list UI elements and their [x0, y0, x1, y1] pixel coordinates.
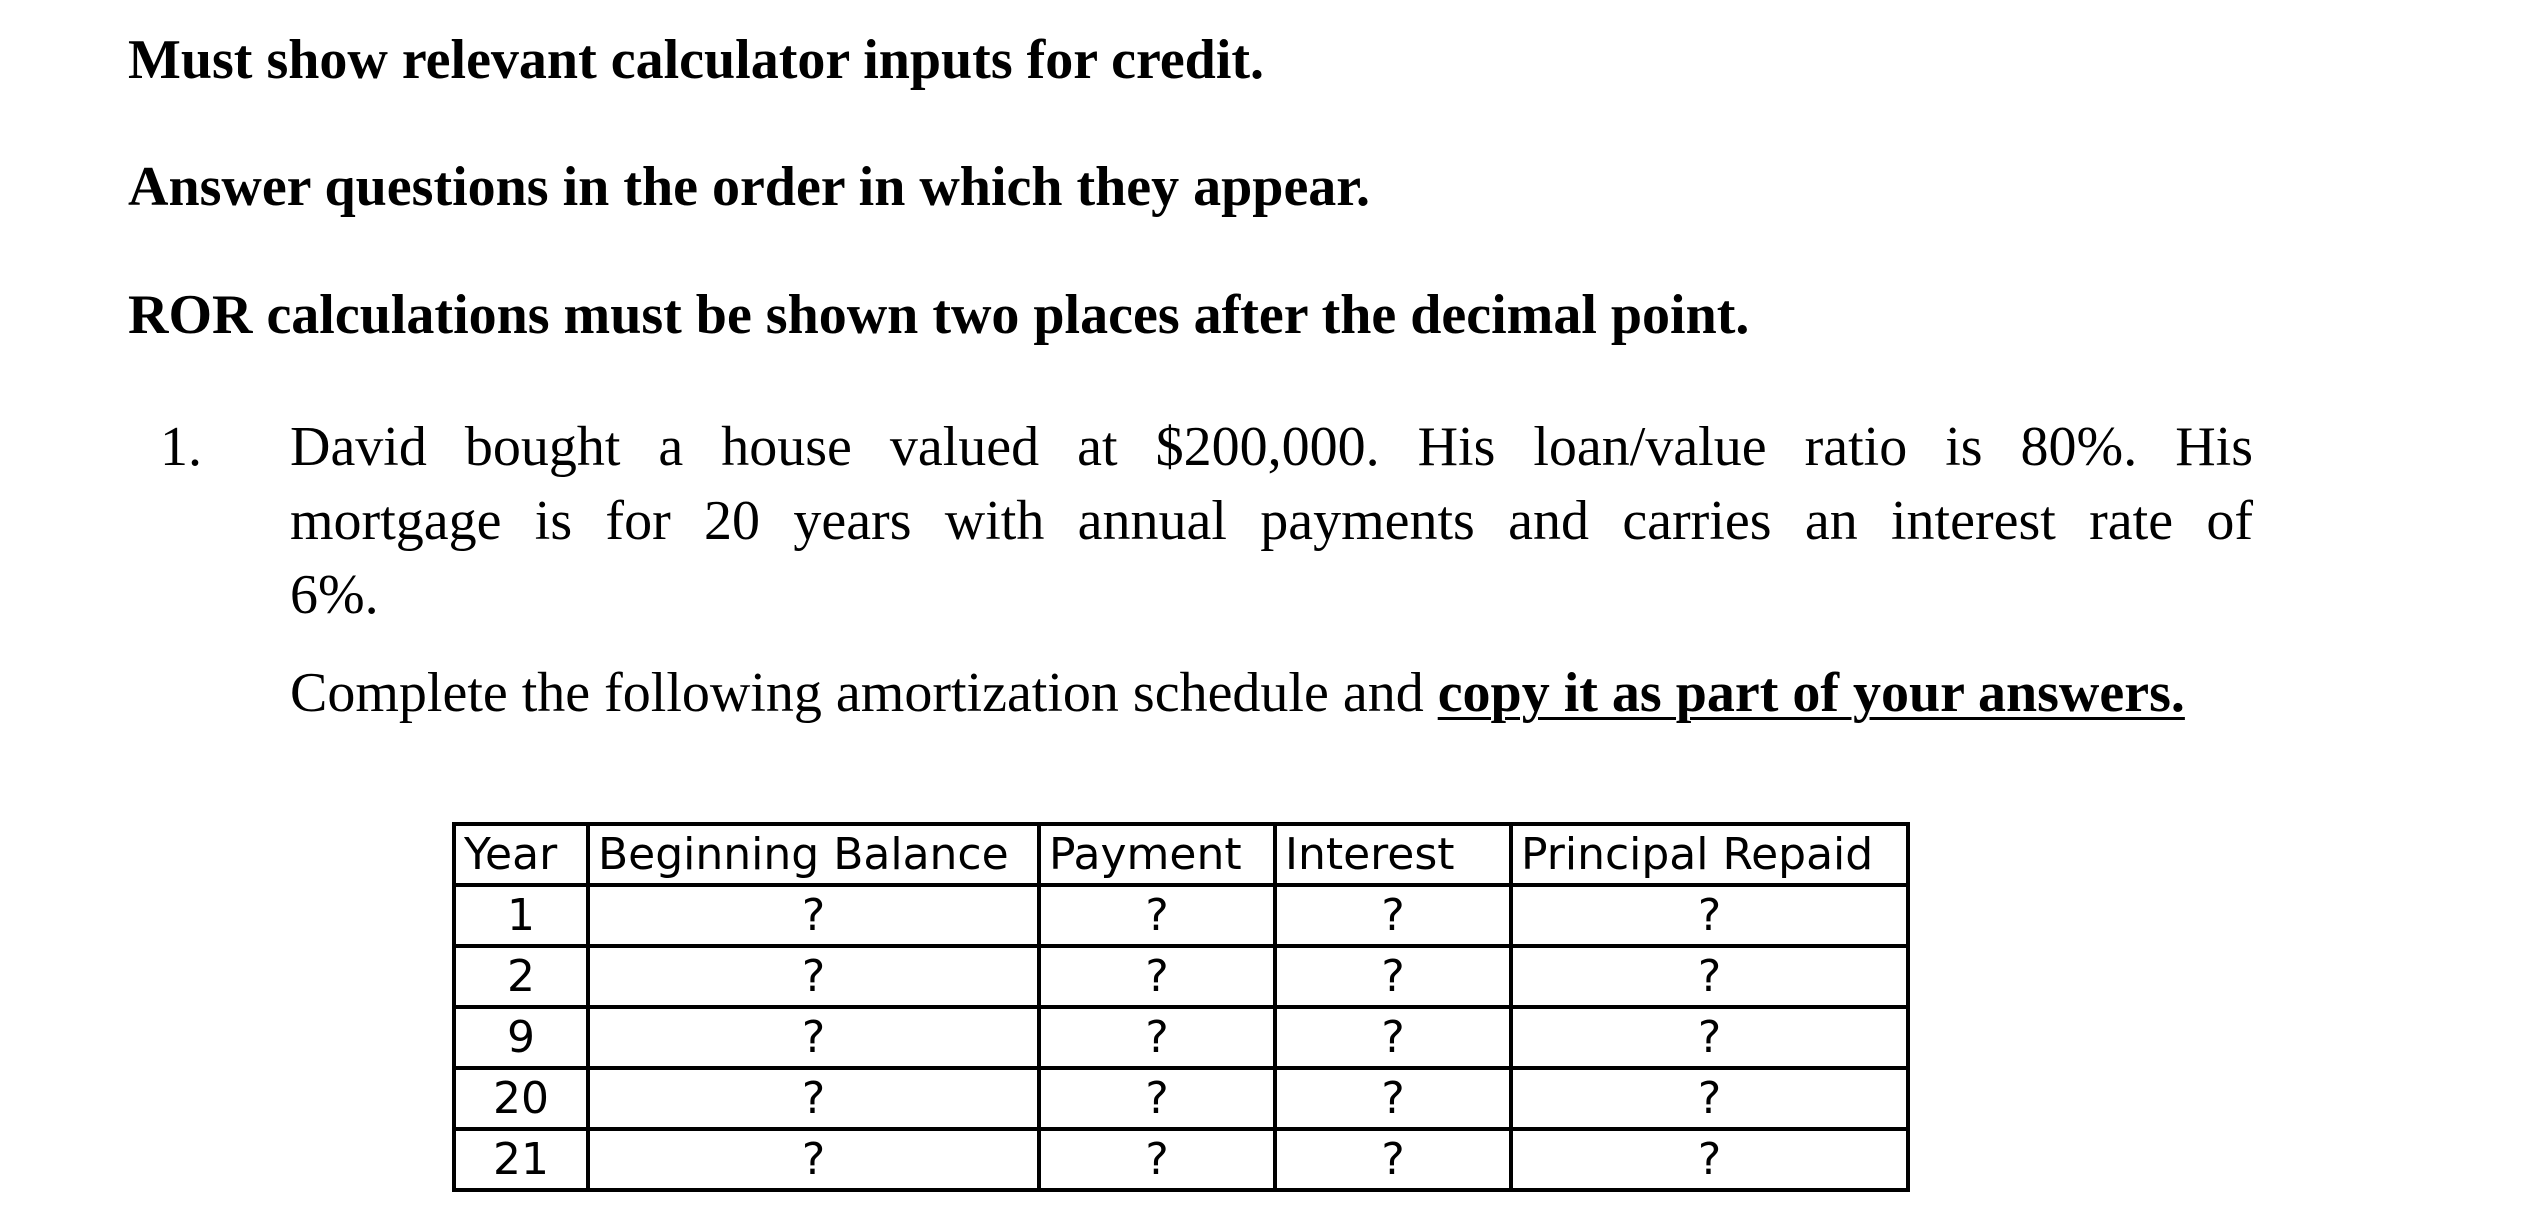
cell-beginning-balance: ?: [588, 1129, 1039, 1190]
cell-payment: ?: [1039, 885, 1275, 946]
cell-year: 2: [454, 946, 588, 1007]
instruction-ror-decimals: ROR calculations must be shown two places after the decimal point.: [128, 284, 1750, 346]
cell-year: 20: [454, 1068, 588, 1129]
cell-interest: ?: [1275, 1007, 1511, 1068]
instruction-answer-order: Answer questions in the order in which they appear.: [128, 156, 1371, 218]
table-row: [454, 1068, 1908, 1129]
amortization-schedule-table: [452, 822, 1910, 1192]
header-beginning-balance: Beginning Balance: [588, 824, 1039, 885]
instruction-calculator-inputs: Must show relevant calculator inputs for credit.: [128, 29, 1265, 91]
table-row: [454, 1129, 1908, 1190]
header-principal-repaid: Principal Repaid: [1511, 824, 1908, 885]
table-header-row: [454, 824, 1908, 885]
cell-interest: ?: [1275, 946, 1511, 1007]
cell-interest: ?: [1275, 885, 1511, 946]
cell-year: 21: [454, 1129, 588, 1190]
table-row: [454, 946, 1908, 1007]
table-row: [454, 1007, 1908, 1068]
question-number: 1.: [160, 416, 202, 478]
cell-beginning-balance: ?: [588, 946, 1039, 1007]
cell-payment: ?: [1039, 1129, 1275, 1190]
completion-instruction: [128, 656, 2228, 730]
header-year: Year: [454, 824, 588, 885]
question-text: [290, 410, 2253, 632]
cell-beginning-balance: ?: [588, 885, 1039, 946]
cell-beginning-balance: ?: [588, 1007, 1039, 1068]
cell-interest: ?: [1275, 1129, 1511, 1190]
cell-interest: ?: [1275, 1068, 1511, 1129]
cell-principal-repaid: ?: [1511, 885, 1908, 946]
cell-payment: ?: [1039, 946, 1275, 1007]
question-line: 6%.: [290, 564, 379, 626]
question-line: mortgage is for 20 years with annual payments and carries an interest rate of: [290, 490, 2253, 552]
question-line: David bought a house valued at $200,000. His loan/value ratio is 80%. His: [290, 416, 2253, 478]
cell-year: 9: [454, 1007, 588, 1068]
cell-year: 1: [454, 885, 588, 946]
cell-principal-repaid: ?: [1511, 1007, 1908, 1068]
header-payment: Payment: [1039, 824, 1275, 885]
completion-emphasis: copy it as part of your answers.: [1437, 662, 2185, 724]
table-row: [454, 885, 1908, 946]
cell-principal-repaid: ?: [1511, 946, 1908, 1007]
completion-text: Complete the following amortization schedule and: [290, 662, 1438, 724]
cell-principal-repaid: ?: [1511, 1129, 1908, 1190]
cell-payment: ?: [1039, 1007, 1275, 1068]
header-interest: Interest: [1275, 824, 1511, 885]
cell-payment: ?: [1039, 1068, 1275, 1129]
cell-principal-repaid: ?: [1511, 1068, 1908, 1129]
cell-beginning-balance: ?: [588, 1068, 1039, 1129]
